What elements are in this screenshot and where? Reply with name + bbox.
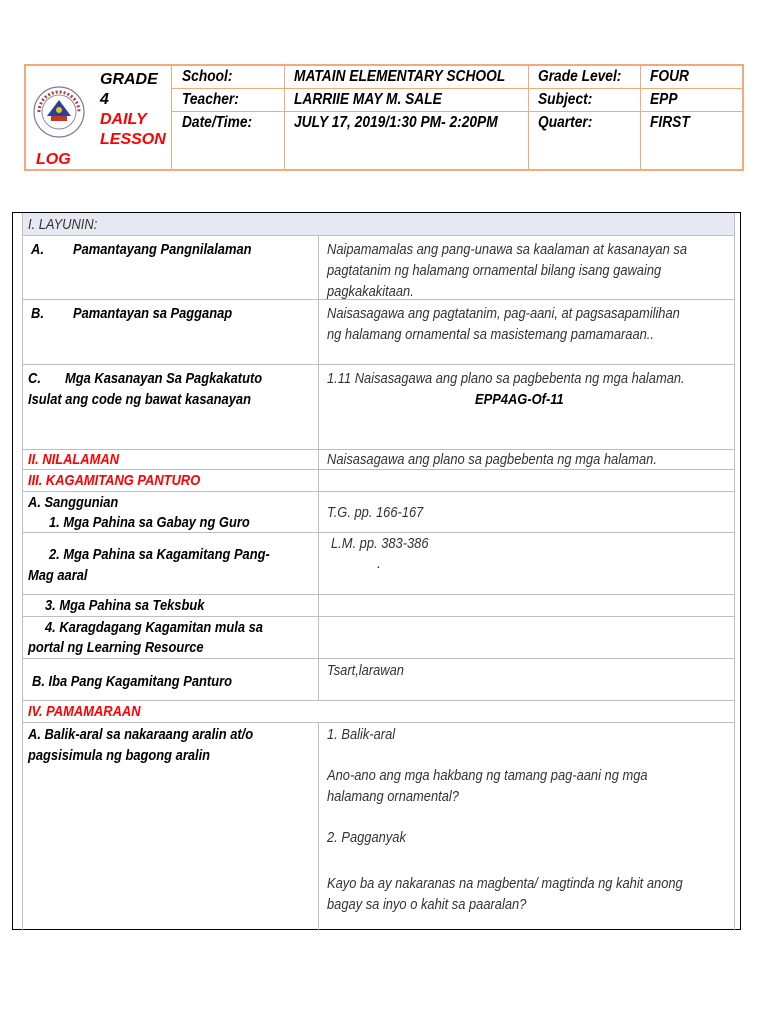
item-c-code: EPP4AG-Of-11 (475, 391, 564, 408)
kagamitang-dot: . (377, 555, 382, 572)
grade-level-label: Grade Level: (538, 68, 622, 85)
pagganyak-question-line: bagay sa inyo o kahit sa paaralan? (327, 896, 527, 913)
item-a-text-line: pagtatanim ng halamang ornamental bilang isang gawaing (327, 262, 662, 279)
grade-number: 4 (100, 91, 109, 108)
table-row (22, 659, 735, 701)
balik-aral-label: A. Balik-aral sa nakaraang aralin at/o (28, 726, 254, 743)
balik-aral-step: 1. Balik-aral (327, 726, 396, 743)
table-row (22, 236, 735, 300)
school-label: School: (182, 68, 233, 85)
teacher-value: LARRIIE MAY M. SALE (294, 91, 442, 108)
balik-aral-label-cont: pagsisimula ng bagong aralin (28, 747, 211, 764)
pagganyak-question-line: Kayo ba ay nakaranas na magbenta/ magtinda ng kahit anong (327, 875, 683, 892)
table-row (22, 617, 735, 659)
gabay-text: T.G. pp. 166-167 (327, 504, 424, 521)
iba-pang-label: B. Iba Pang Kagamitang Panturo (32, 673, 232, 690)
table-row (22, 365, 735, 450)
table-row (22, 533, 735, 595)
log-label: LOG (36, 151, 71, 168)
kagamitan-heading: III. KAGAMITANG PANTURO (28, 472, 201, 489)
quarter-value: FIRST (650, 114, 690, 131)
lesson-label: LESSON (100, 131, 166, 148)
school-value: MATAIN ELEMENTARY SCHOOL (294, 68, 506, 85)
subject-label: Subject: (538, 91, 593, 108)
table-row (22, 300, 735, 365)
item-b-letter: B. (31, 305, 44, 322)
gabay-label: 1. Mga Pahina sa Gabay ng Guro (49, 514, 250, 531)
grade-level-value: FOUR (650, 68, 689, 85)
pamamaraan-heading: IV. PAMAMARAAN (28, 703, 141, 720)
item-c-label: Mga Kasanayan Sa Pagkakatuto (65, 370, 263, 387)
lesson-table (12, 212, 741, 930)
sanggunian-label: A. Sanggunian (28, 494, 119, 511)
item-b-text-line: Naisasagawa ang pagtatanim, pag-aani, at pagsasapamilihan (327, 305, 680, 322)
nilalaman-text: Naisasagawa ang plano sa pagbebenta ng mga halaman. (327, 451, 657, 468)
karagdagang-label-cont: portal ng Learning Resource (28, 639, 204, 656)
nilalaman-heading: II. NILALAMAN (28, 451, 120, 468)
item-a-text-line: Naipamamalas ang pang-unawa sa kaalaman at kasanayan sa (327, 241, 687, 258)
table-row (22, 450, 735, 470)
subject-value: EPP (650, 91, 678, 108)
item-c-text: 1.11 Naisasagawa ang plano sa pagbebenta ng mga halaman. (327, 370, 685, 387)
kagamitang-label-cont: Mag aaral (28, 567, 88, 584)
balik-aral-question-line: Ano-ano ang mga hakbang ng tamang pag-aani ng mga (327, 767, 648, 784)
pagganyak-step: 2. Pagganyak (327, 829, 406, 846)
kagamitang-text: L.M. pp. 383-386 (331, 535, 429, 552)
datetime-label: Date/Time: (182, 114, 253, 131)
layunin-heading: I. LAYUNIN: (28, 216, 98, 233)
table-row (22, 595, 735, 617)
item-a-label: Pamantayang Pangnilalaman (73, 241, 252, 258)
quarter-label: Quarter: (538, 114, 593, 131)
kagamitang-label: 2. Mga Pahina sa Kagamitang Pang- (49, 546, 270, 563)
balik-aral-question-line: halamang ornamental? (327, 788, 459, 805)
item-b-text-line: ng halamang ornamental sa masistemang pamamaraan.. (327, 326, 654, 343)
table-row (22, 492, 735, 533)
deped-seal-icon (33, 86, 85, 138)
table-row (22, 213, 735, 236)
table-row (22, 701, 735, 723)
item-b-label: Pamantayan sa Pagganap (73, 305, 233, 322)
item-c-letter: C. (28, 370, 41, 387)
table-row (22, 470, 735, 492)
item-a-text-line: pagkakakitaan. (327, 283, 414, 300)
item-a-letter: A. (31, 241, 44, 258)
grade-label: GRADE (100, 71, 158, 88)
teksbuk-label: 3. Mga Pahina sa Teksbuk (45, 597, 205, 614)
teacher-label: Teacher: (182, 91, 239, 108)
table-row (22, 723, 735, 931)
datetime-value: JULY 17, 2019/1:30 PM- 2:20PM (294, 114, 498, 131)
karagdagang-label: 4. Karagdagang Kagamitan mula sa (45, 619, 263, 636)
item-c-sublabel: Isulat ang code ng bawat kasanayan (28, 391, 251, 408)
header-table (24, 64, 744, 171)
grade-block (100, 70, 166, 150)
iba-pang-text: Tsart,larawan (327, 662, 404, 679)
daily-label: DAILY (100, 111, 147, 128)
